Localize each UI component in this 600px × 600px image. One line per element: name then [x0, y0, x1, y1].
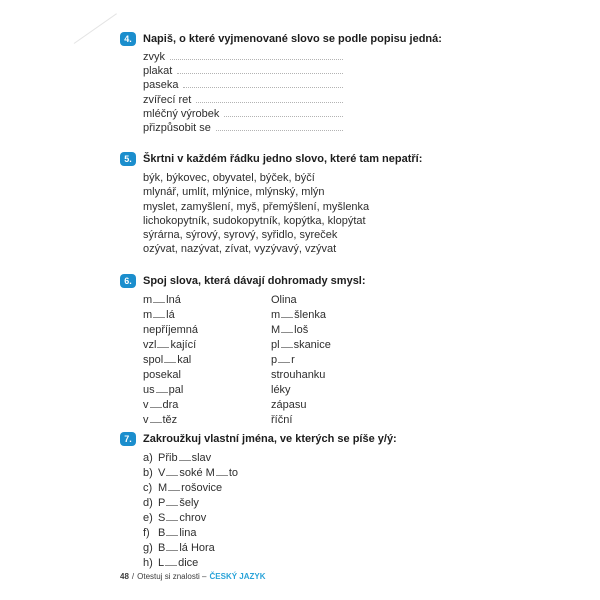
exercise-number-badge: 6.: [120, 274, 136, 288]
write-in-blank: [156, 390, 168, 393]
write-in-blank: [281, 345, 293, 348]
pair-right-word: m šlenka: [271, 309, 326, 321]
item-letter: h): [143, 557, 153, 569]
write-in-blank: [216, 473, 228, 476]
write-in-blank: [166, 518, 178, 521]
item-letter: b): [143, 467, 153, 479]
fill-in-row: [143, 65, 343, 79]
write-in-blank: [153, 315, 165, 318]
write-in-blank: [150, 405, 162, 408]
write-in-blank: [166, 473, 178, 476]
write-in-blank: [166, 503, 178, 506]
lettered-item: [143, 556, 540, 571]
lettered-item: [143, 526, 540, 541]
exercise-6: [120, 274, 540, 428]
prompt-word: přizpůsobit se: [143, 121, 211, 134]
item-letter: d): [143, 497, 153, 509]
footer-series-title: Otestuj si znalosti –: [137, 572, 207, 581]
lettered-item: [143, 451, 540, 466]
exercise-7-header: [120, 432, 540, 446]
write-in-blank: [166, 548, 178, 551]
exercise-title: Napiš, o které vyjmenované slovo se podle popisu jedná:: [143, 33, 442, 45]
write-in-blank: [153, 300, 165, 303]
word-list-row: myslet, zamyšlení, myš, přemýšlení, myšlenka: [143, 200, 370, 213]
word-list-row: býk, býkovec, obyvatel, býček, býčí: [143, 172, 315, 184]
lettered-item: [143, 481, 540, 496]
lettered-item: [143, 466, 540, 481]
lettered-item: [143, 541, 540, 556]
prompt-word: plakat: [143, 65, 173, 78]
exercise-5: [120, 152, 540, 257]
answer-line: [170, 58, 343, 60]
answer-line: [183, 86, 343, 88]
item-letter: a): [143, 452, 153, 464]
exercise-number-badge: 5.: [120, 152, 136, 166]
write-in-blank: [179, 458, 191, 461]
exercise-4-items: [143, 51, 540, 136]
item-word: B lina: [158, 527, 197, 539]
exercise-7: [120, 432, 540, 571]
item-letter: g): [143, 542, 153, 554]
write-in-blank: [281, 330, 293, 333]
exercise-4-header: [120, 32, 540, 46]
fill-in-row: [143, 122, 343, 136]
exercise-number-badge: 7.: [120, 432, 136, 446]
pair-left-word: m lá: [143, 309, 175, 321]
item-word: L dice: [158, 557, 199, 569]
pair-right-word: léky: [271, 384, 291, 396]
word-list-row: lichokopytník, sudokopytník, kopýtka, klopýtat: [143, 214, 366, 227]
fill-in-row: [143, 51, 343, 65]
exercise-5-header: [120, 152, 540, 166]
prompt-word: zvyk: [143, 51, 165, 63]
fill-in-row: [143, 108, 343, 122]
item-letter: c): [143, 482, 153, 494]
item-letter: e): [143, 512, 153, 524]
item-word: P šely: [158, 497, 199, 509]
exercise-6-pairs: [143, 293, 540, 428]
answer-line: [196, 101, 343, 103]
page-footer: [120, 572, 266, 581]
pair-right-word: strouhanku: [271, 369, 326, 381]
write-in-blank: [157, 345, 169, 348]
pair-right-word: p r: [271, 354, 295, 366]
exercise-title: Zakroužkuj vlastní jména, ve kterých se píše y/ý:: [143, 433, 397, 445]
item-word: V soké M to: [158, 467, 238, 479]
exercise-6-header: [120, 274, 540, 288]
pair-left-word: vzl kající: [143, 339, 197, 351]
exercise-4: [120, 32, 540, 136]
exercise-5-rows: [143, 171, 540, 257]
write-in-blank: [150, 420, 162, 423]
write-in-blank: [164, 360, 176, 363]
write-in-blank: [168, 488, 180, 491]
footer-subject: ČESKÝ JAZYK: [209, 572, 266, 581]
fill-in-row: [143, 94, 343, 108]
pair-left-word: spol kal: [143, 354, 192, 366]
pair-right-word: říční: [271, 414, 293, 426]
pair-right-word: pl skanice: [271, 339, 331, 351]
exercise-7-items: [143, 451, 540, 571]
fill-in-row: [143, 79, 343, 93]
prompt-word: zvířecí ret: [143, 93, 192, 106]
pair-left-word: m lná: [143, 294, 181, 306]
answer-line: [224, 115, 343, 117]
exercise-title: Spoj slova, která dávají dohromady smysl:: [143, 275, 366, 287]
word-list-row: ozývat, nazývat, zívat, vyzývavý, vzývat: [143, 243, 337, 256]
lettered-item: [143, 511, 540, 526]
answer-line: [177, 72, 343, 74]
pair-left-word: nepříjemná: [143, 324, 199, 336]
pair-left-word: us pal: [143, 384, 184, 396]
item-word: Přib slav: [158, 452, 212, 464]
exercise-title: Škrtni v každém řádku jedno slovo, které tam nepatří:: [143, 153, 423, 165]
footer-divider: /: [131, 572, 135, 581]
word-list-row: mlynář, umlít, mlýnice, mlýnský, mlýn: [143, 186, 325, 199]
page-corner-curl: [74, 13, 117, 44]
lettered-item: [143, 496, 540, 511]
prompt-word: mléčný výrobek: [143, 107, 220, 120]
item-word: B lá Hora: [158, 542, 215, 554]
page-number: 48: [120, 572, 129, 581]
write-in-blank: [281, 315, 293, 318]
write-in-blank: [165, 563, 177, 566]
write-in-blank: [278, 360, 290, 363]
item-letter: f): [143, 527, 150, 539]
word-list-row: sýrárna, sýrový, syrový, syřidlo, syreček: [143, 229, 338, 242]
pair-right-word: M loš: [271, 324, 309, 336]
exercise-number-badge: 4.: [120, 32, 136, 46]
pair-left-word: v dra: [143, 399, 179, 411]
pair-right-word: Olina: [271, 294, 297, 306]
pair-left-word: posekal: [143, 369, 181, 381]
write-in-blank: [166, 533, 178, 536]
pair-right-word: zápasu: [271, 399, 307, 411]
prompt-word: paseka: [143, 79, 179, 92]
answer-line: [216, 129, 343, 131]
item-word: S chrov: [158, 512, 207, 524]
item-word: M rošovice: [158, 482, 223, 494]
pair-left-word: v těz: [143, 414, 178, 426]
